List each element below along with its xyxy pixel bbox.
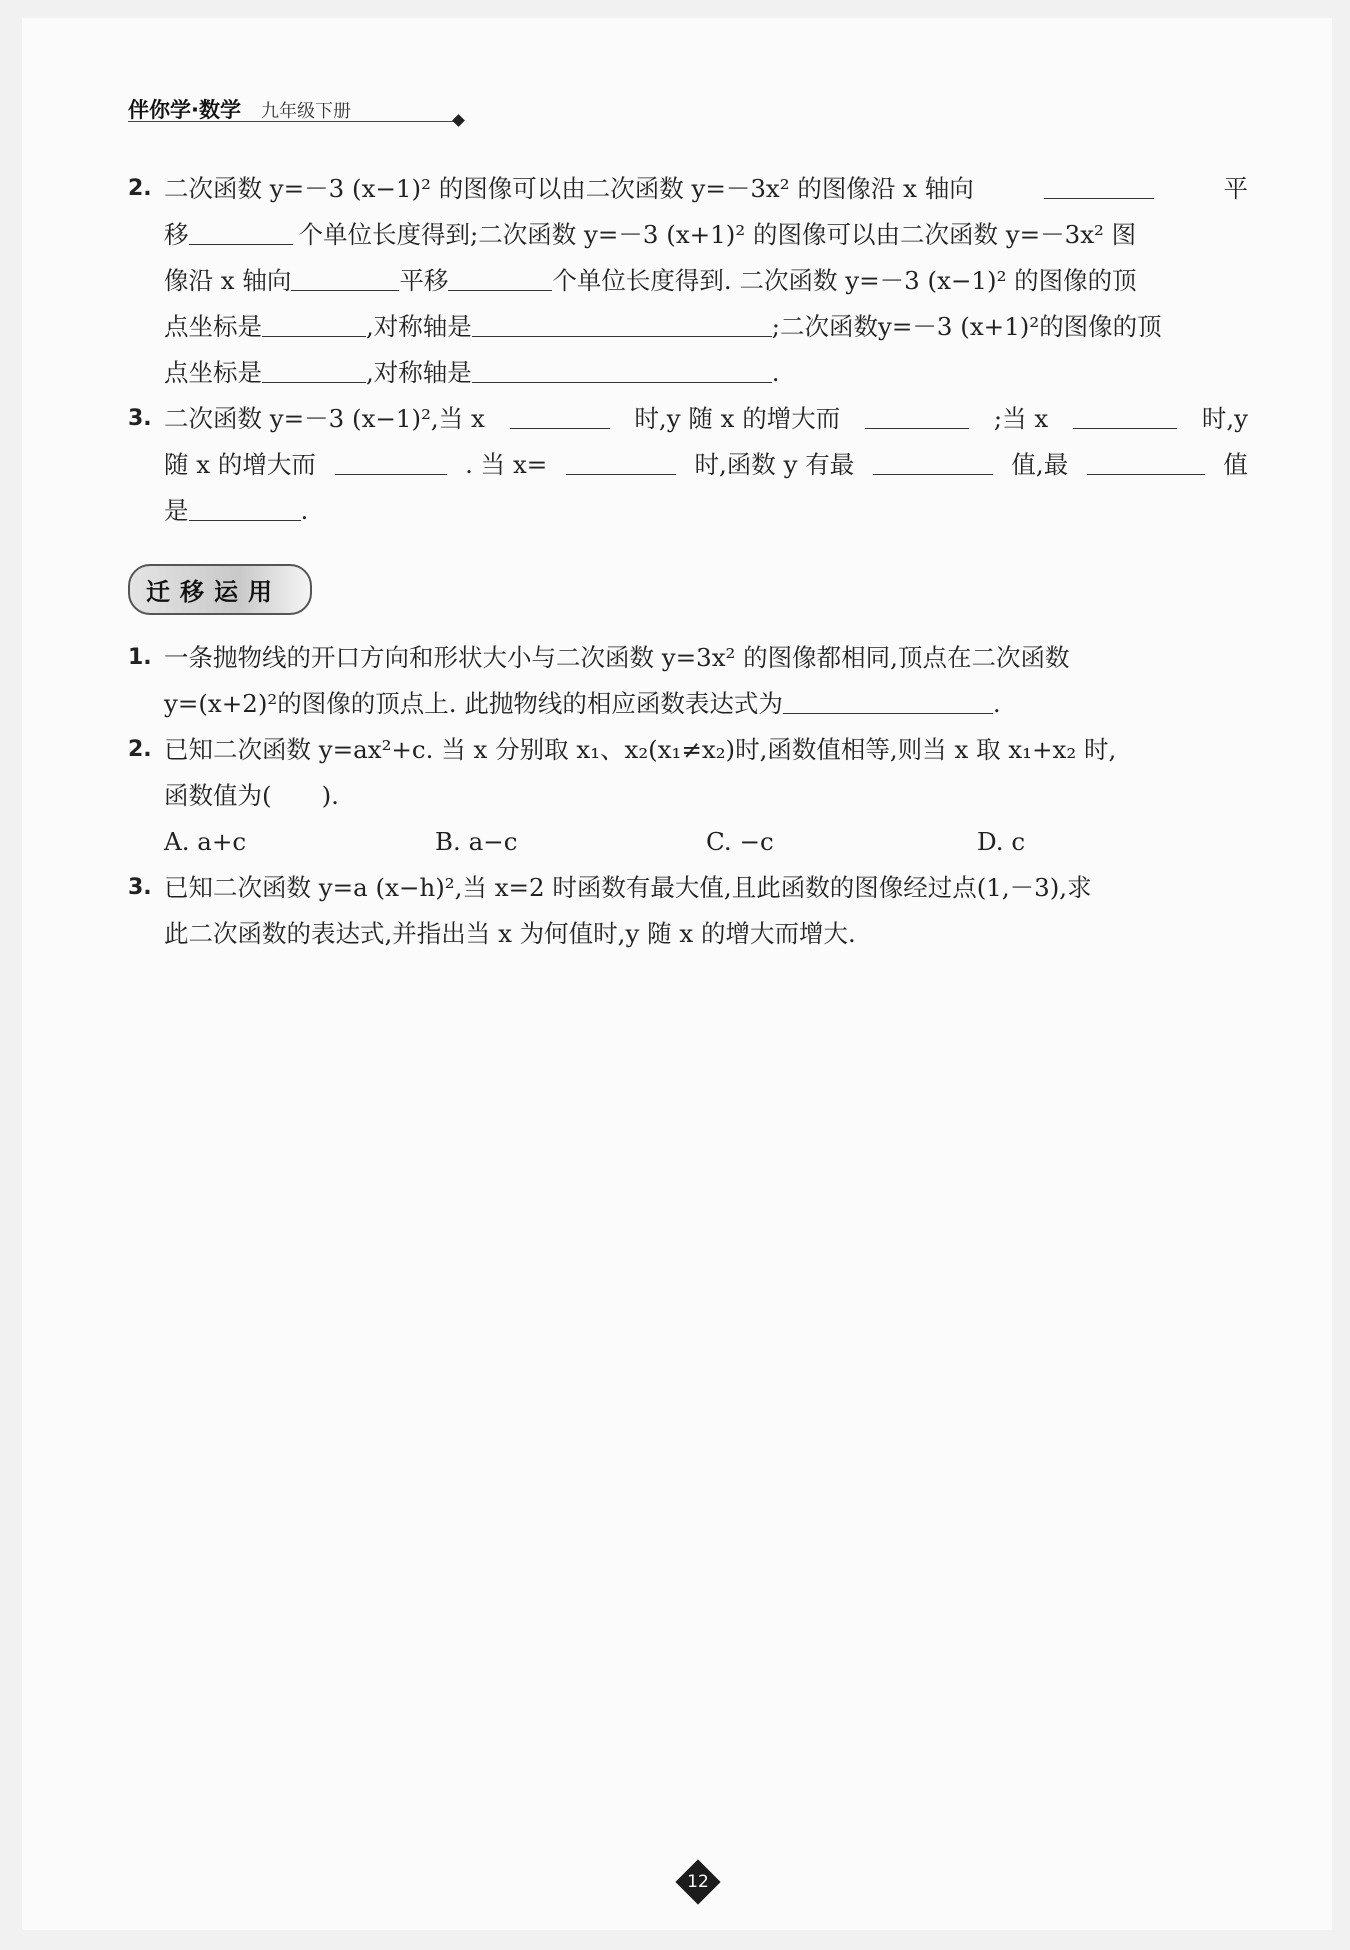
text-segment: 像沿 x 轴向: [164, 266, 292, 295]
answer-blank[interactable]: [335, 442, 447, 475]
text-segment: .: [992, 689, 1001, 718]
text-segment: 个单位长度得到. 二次函数 y=－3 (x−1)² 的图像的顶: [552, 266, 1137, 295]
text-line: [164, 911, 1248, 957]
text-segment: 时,y 随 x 的增大而: [634, 404, 841, 433]
answer-blank[interactable]: [262, 350, 366, 383]
answer-blank[interactable]: [1087, 442, 1205, 475]
text-line: [164, 727, 1248, 773]
text-segment: 值: [1223, 450, 1248, 479]
choice-option-b[interactable]: B. a−c: [435, 827, 518, 856]
answer-blank[interactable]: [448, 258, 552, 291]
choice-option-c[interactable]: C. −c: [706, 827, 774, 856]
text-segment: y=(x+2)²的图像的顶点上. 此抛物线的相应函数表达式为: [164, 689, 783, 718]
question-apply-2: [128, 727, 1248, 819]
answer-blank[interactable]: [291, 258, 399, 291]
text-segment: 已知二次函数 y=a (x−h)²,当 x=2 时函数有最大值,且此函数的图像经过点(1,－3),求: [164, 873, 1092, 902]
answer-blank[interactable]: [189, 488, 301, 521]
text-line: [164, 212, 1248, 258]
text-segment: ;二次函数y=－3 (x+1)²的图像的顶: [771, 312, 1162, 341]
text-segment: ).: [321, 781, 339, 810]
answer-blank[interactable]: [566, 442, 676, 475]
text-segment: 已知二次函数 y=ax²+c. 当 x 分别取 x₁、x₂(x₁≠x₂)时,函数值相等,则当 x 取 x₁+x₂ 时,: [164, 735, 1117, 764]
text-line: [164, 304, 1248, 350]
choice-parenthesis-space[interactable]: [272, 773, 322, 819]
text-segment: 平: [1223, 174, 1248, 203]
question-number: 2.: [128, 737, 152, 762]
text-segment: 是: [164, 496, 189, 525]
text-line: [164, 258, 1248, 304]
text-segment: 平移: [399, 266, 449, 295]
text-segment: 点坐标是: [164, 312, 262, 341]
text-line: [164, 773, 1248, 819]
text-segment: 值,最: [1011, 450, 1069, 479]
answer-blank[interactable]: [873, 442, 993, 475]
text-segment: . 当 x=: [465, 450, 548, 479]
choice-option-d[interactable]: D. c: [977, 827, 1026, 856]
header-rule: [128, 121, 458, 122]
choice-option-a[interactable]: A. a+c: [164, 827, 247, 856]
answer-blank[interactable]: [189, 212, 293, 245]
choice-options: [128, 819, 1248, 865]
text-segment: 时,y: [1201, 404, 1248, 433]
text-segment: ;当 x: [993, 404, 1049, 433]
answer-blank[interactable]: [1044, 166, 1154, 199]
text-segment: ,对称轴是: [366, 358, 472, 387]
text-segment: 移: [164, 220, 189, 249]
text-segment: 二次函数 y=－3 (x−1)² 的图像可以由二次函数 y=－3x² 的图像沿 x 轴向: [164, 174, 974, 203]
book-grade-label: 九年级下册: [260, 101, 351, 122]
text-segment: 一条抛物线的开口方向和形状大小与二次函数 y=3x² 的图像都相同,顶点在二次函数: [164, 643, 1070, 672]
answer-blank[interactable]: [510, 396, 610, 429]
answer-blank[interactable]: [472, 350, 772, 383]
text-segment: 函数值为(: [164, 781, 272, 810]
question-apply-3: [128, 865, 1248, 957]
text-line: [164, 166, 1248, 212]
page-content: [128, 166, 1248, 957]
text-segment: 随 x 的增大而: [164, 450, 316, 479]
text-line: [164, 442, 1248, 488]
answer-blank[interactable]: [1073, 396, 1177, 429]
text-segment: .: [771, 358, 780, 387]
page-number: 12: [687, 1872, 709, 1892]
question-number: 3.: [128, 875, 152, 900]
text-segment: 此二次函数的表达式,并指出当 x 为何值时,y 随 x 的增大而增大.: [164, 919, 856, 948]
text-segment: 个单位长度得到;二次函数 y=－3 (x+1)² 的图像可以由二次函数 y=－3x² 图: [298, 220, 1137, 249]
question-number: 1.: [128, 645, 152, 670]
question-basic-2: [128, 166, 1248, 396]
page-number-badge: [678, 1862, 718, 1902]
question-basic-3: [128, 396, 1248, 534]
question-number: 2.: [128, 176, 152, 201]
text-segment: 时,函数 y 有最: [694, 450, 855, 479]
answer-blank[interactable]: [865, 396, 969, 429]
text-line: [164, 396, 1248, 442]
text-line: [164, 350, 1248, 396]
answer-blank[interactable]: [783, 681, 993, 714]
text-segment: 点坐标是: [164, 358, 262, 387]
text-segment: .: [300, 496, 309, 525]
text-line: [164, 681, 1248, 727]
book-series-title: 伴你学·数学: [128, 98, 241, 122]
question-number: 3.: [128, 406, 152, 431]
text-segment: ,对称轴是: [366, 312, 472, 341]
section-title-badge: 迁移运用: [128, 564, 312, 615]
text-line: [164, 865, 1248, 911]
text-line: [164, 488, 1248, 534]
answer-blank[interactable]: [472, 304, 772, 337]
answer-blank[interactable]: [262, 304, 366, 337]
text-segment: 二次函数 y=－3 (x−1)²,当 x: [164, 404, 485, 433]
question-apply-1: [128, 635, 1248, 727]
text-line: [164, 635, 1248, 681]
